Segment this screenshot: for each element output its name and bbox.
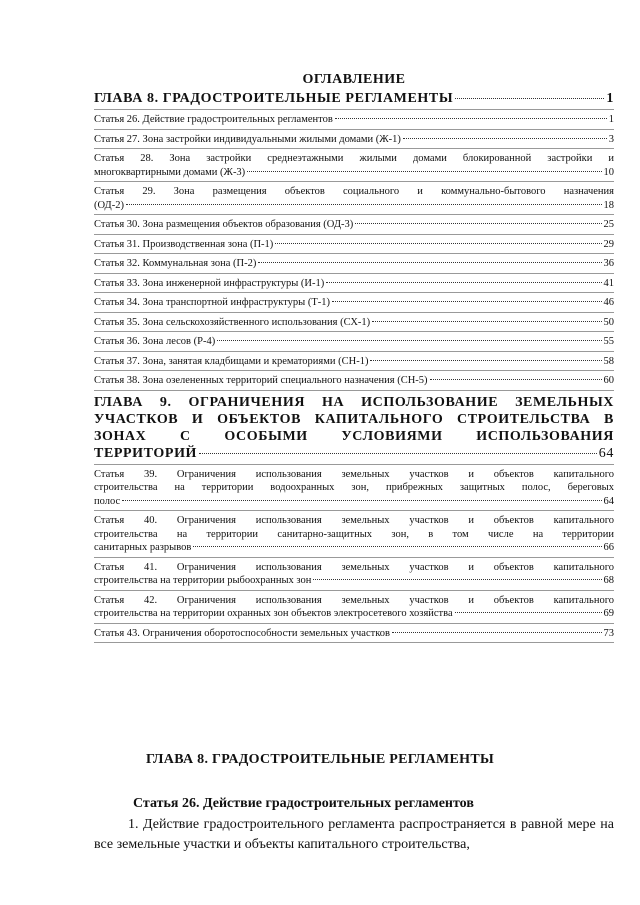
toc-entry-title-line: строительства на территории рыбоохранных зон [94, 575, 312, 586]
toc-entry-article-43[interactable] [94, 627, 614, 644]
article-heading: Статья 26. Действие градостроительных регламентов [133, 796, 474, 811]
toc-page-number: 73 [603, 627, 614, 639]
dot-leader [193, 546, 601, 547]
toc-entry-title: Статья 36. Зона лесов (Р-4) [94, 336, 216, 347]
dot-leader [370, 360, 601, 361]
dot-leader [455, 98, 604, 99]
toc-entry-title: Статья 26. Действие градостроительных регламентов [94, 114, 333, 125]
toc-entry-article-33[interactable] [94, 277, 614, 294]
toc-entry-article-31[interactable] [94, 238, 614, 255]
dot-leader [275, 243, 601, 244]
dot-leader [217, 340, 601, 341]
toc-entry-title: Статья 37. Зона, занятая кладбищами и крематориями (СН-1) [94, 355, 369, 367]
toc-chapter-9-title-line: ТЕРРИТОРИЙ [94, 445, 198, 461]
toc-page-number: 50 [603, 316, 614, 328]
toc-entry-title: Статья 38. Зона озелененных территорий специального назначения (СН-5) [94, 375, 428, 386]
dot-leader [126, 204, 602, 205]
toc-entry-article-37[interactable] [94, 355, 614, 372]
toc-entry-title-line: строительства на территории охранных зон объектов электросетевого хозяйства [94, 608, 453, 619]
body-text [94, 815, 614, 855]
toc-entry-article-36[interactable] [94, 335, 614, 352]
toc-page-number: 69 [603, 608, 614, 619]
toc-entry-article-30[interactable] [94, 218, 614, 235]
toc-entry-title-line: полос [94, 495, 121, 507]
toc-entry-article-26[interactable] [94, 113, 614, 130]
toc-entry-article-32[interactable] [94, 257, 614, 274]
toc-page-number: 68 [603, 575, 614, 586]
dot-leader [335, 118, 607, 119]
toc-entry-title-line: (ОД-2) [94, 199, 124, 211]
toc-entry-article-41[interactable] [94, 561, 614, 591]
toc-page-number: 58 [603, 355, 614, 367]
toc-page-number: 18 [603, 199, 614, 211]
dot-leader [392, 632, 602, 633]
dot-leader [332, 301, 602, 302]
toc-chapter-9-title-line: ГЛАВА 9. ОГРАНИЧЕНИЯ НА ИСПОЛЬЗОВАНИЕ ЗЕМЕЛЬНЫХ [94, 394, 614, 410]
toc-page-number: 64 [598, 445, 614, 461]
toc-chapter-9[interactable] [94, 394, 614, 465]
toc-page-number: 36 [603, 258, 614, 269]
toc-entry-article-40[interactable] [94, 514, 614, 558]
dot-leader [372, 321, 601, 322]
toc-entry-title-line: Статья 28. Зона застройки среднеэтажными жилыми домами блокированной застройки и [94, 153, 614, 164]
toc-chapter-8-title: ГЛАВА 8. ГРАДОСТРОИТЕЛЬНЫЕ РЕГЛАМЕНТЫ [94, 91, 454, 106]
dot-leader [258, 262, 601, 263]
toc-page-number: 10 [603, 166, 614, 178]
dot-leader [122, 500, 601, 501]
toc-entry-title-line: Статья 42. Ограничения использования земельных участков и объектов капитального [94, 594, 614, 606]
table-of-contents [94, 72, 614, 646]
toc-page-number: 41 [603, 277, 614, 289]
dot-leader [199, 453, 597, 454]
dot-leader [355, 223, 601, 224]
toc-chapter-8[interactable] [94, 90, 614, 110]
toc-entry-article-38[interactable] [94, 374, 614, 391]
toc-entry-title-line: Статья 40. Ограничения использования земельных участков и объектов капитального [94, 515, 614, 526]
toc-entry-article-28[interactable] [94, 152, 614, 182]
toc-chapter-9-title-line: УЧАСТКОВ И ОБЪЕКТОВ КАПИТАЛЬНОГО СТРОИТЕЛЬСТВА В [94, 411, 614, 427]
toc-entry-title: Статья 32. Коммунальная зона (П-2) [94, 258, 257, 269]
toc-entry-title-line: Статья 41. Ограничения использования земельных участков и объектов капитального [94, 561, 614, 573]
dot-leader [430, 379, 602, 380]
toc-entry-title: Статья 31. Производственная зона (П-1) [94, 238, 274, 250]
chapter-heading: ГЛАВА 8. ГРАДОСТРОИТЕЛЬНЫЕ РЕГЛАМЕНТЫ [145, 752, 495, 767]
toc-entry-article-29[interactable] [94, 185, 614, 215]
dot-leader [247, 171, 601, 172]
toc-entry-title: Статья 27. Зона застройки индивидуальными жилыми домами (Ж-1) [94, 133, 401, 145]
toc-page-number: 60 [603, 375, 614, 386]
toc-chapter-9-title-line: ЗОНАХ С ОСОБЫМИ УСЛОВИЯМИ ИСПОЛЬЗОВАНИЯ [94, 428, 614, 444]
toc-entry-title: Статья 34. Зона транспортной инфраструктуры (Т-1) [94, 297, 330, 308]
toc-entry-title: Статья 43. Ограничения оборотоспособности земельных участков [94, 627, 390, 639]
toc-entry-title: Статья 30. Зона размещения объектов образования (ОД-3) [94, 219, 354, 230]
toc-entry-title-line: санитарных разрывов [94, 542, 192, 553]
toc-page-number: 29 [603, 238, 614, 250]
toc-title: ОГЛАВЛЕНИЕ [302, 72, 406, 87]
toc-entry-title: Статья 33. Зона инженерной инфраструктуры (И-1) [94, 277, 325, 289]
toc-page-number: 25 [603, 219, 614, 230]
toc-page-number: 46 [603, 297, 614, 308]
toc-page-number: 66 [603, 542, 614, 553]
toc-entry-title-line: строительства на территории санитарно-защитных зон, в том числе на территории [94, 528, 614, 540]
toc-page-number: 1 [606, 91, 614, 106]
toc-entry-title-line: Статья 39. Ограничения использования земельных участков и объектов капитального [94, 468, 614, 480]
toc-entry-title-line: строительства на территории водоохранных зон, прибрежных защитных полос, береговых [94, 482, 614, 493]
dot-leader [403, 138, 607, 139]
dot-leader [313, 579, 601, 580]
dot-leader [326, 282, 601, 283]
toc-entry-article-39[interactable] [94, 468, 614, 512]
toc-page-number: 55 [603, 336, 614, 347]
dot-leader [455, 612, 602, 613]
toc-entry-title: Статья 35. Зона сельскохозяйственного использования (СХ-1) [94, 316, 371, 328]
toc-entry-title-line: многоквартирными домами (Ж-3) [94, 166, 246, 178]
toc-page-number: 3 [608, 133, 614, 145]
toc-page-number: 1 [608, 114, 614, 125]
paragraph: 1. Действие градостроительного регламента распространяется в равной мере на все земельные участки и объекты капитального строительства, [94, 817, 614, 852]
toc-entry-article-27[interactable] [94, 133, 614, 150]
toc-entry-article-35[interactable] [94, 316, 614, 333]
toc-page-number: 64 [603, 495, 614, 507]
toc-entry-article-34[interactable] [94, 296, 614, 313]
toc-entry-title-line: Статья 29. Зона размещения объектов социального и коммунально-бытового назначения [94, 186, 614, 197]
toc-entry-article-42[interactable] [94, 594, 614, 624]
